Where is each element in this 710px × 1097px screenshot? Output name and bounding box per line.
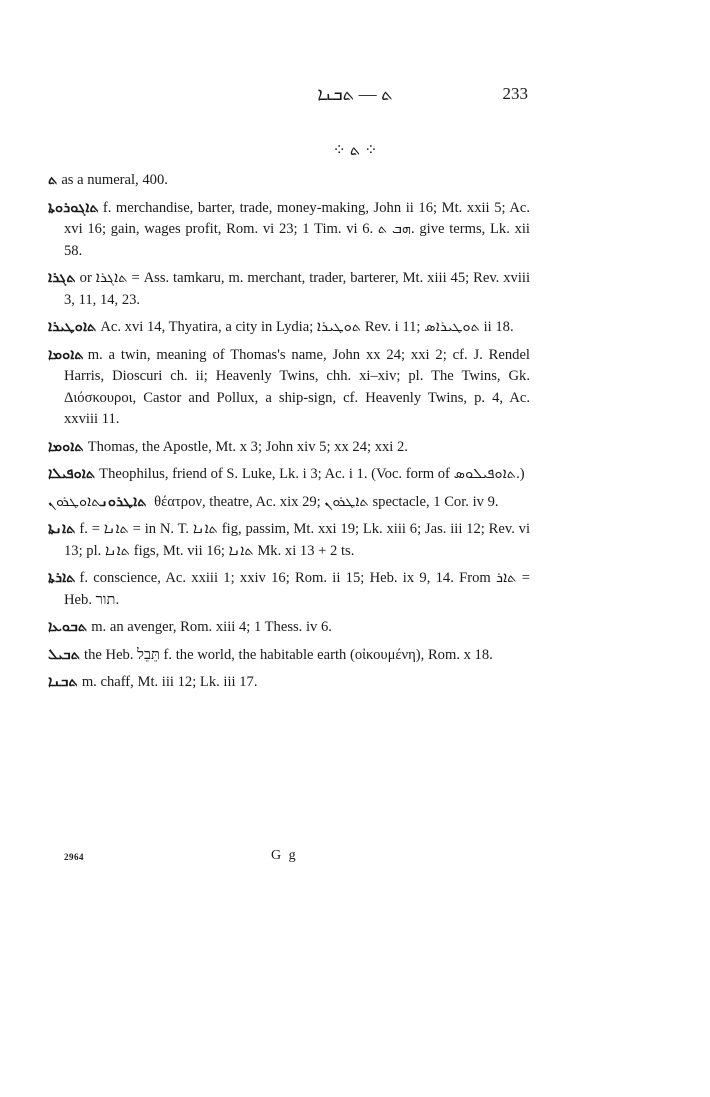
headword: ܬܐܘܛܝܪܐ: [48, 319, 97, 335]
definition: Theophilus, friend of S. Luke, Lk. i 3; Ac. i 1. (Voc. form of ܬܐܘܦܝܠܘܣ.): [99, 466, 525, 482]
definition: or ܬܐܓܪܐ = Ass. tamkaru, m. merchant, trader, barterer, Mt. xiii 45; Rev. xviii 3, 11, 14, 23.: [64, 270, 530, 308]
printer-signature: 2964: [64, 852, 84, 862]
definition: m. a twin, meaning of Thomas's name, John xx 24; xxi 2; cf. J. Rendel Harris, Dioscuri ch. ii; Heavenly Twins, chh. xi–xiv; pl. The Twins, Gk. Διόσκουροι, Castor and Pollux, a ship-sign, cf. Heavenly Twins, p. 4, Ac. xxviii 11.: [64, 346, 530, 427]
headword: ܬܓܪܐ: [48, 270, 76, 286]
entry: [48, 437, 530, 459]
definition: ܬܐܘܛܪܘܢ θέατρον, theatre, Ac. xix 29; ܬܐܛܪܘܢ spectacle, 1 Cor. iv 9.: [48, 493, 499, 510]
page-number: 233: [502, 84, 528, 103]
headword: ܬܐܢܬܐ: [48, 521, 76, 537]
headword: ܬܒܝܠ: [48, 646, 81, 663]
running-head: ܬ — ܬܒܢܐ: [317, 84, 393, 104]
headword: ܬܐܪܬܐ: [48, 570, 76, 586]
definition: Ac. xvi 14, Thyatira, a city in Lydia; ܬܘܛܝܪܐ Rev. i 11; ܬܘܛܝܪܐܣ ii 18.: [100, 319, 514, 335]
headword: ܬܐܓܘܪܘܬܐ: [48, 199, 99, 216]
headword: ܬܒܘܥܐ: [48, 619, 88, 635]
headword: ܬܐܛܪܘܢ: [100, 493, 147, 510]
entry: [48, 170, 530, 192]
entry: [48, 317, 530, 339]
headword: ܬ: [48, 172, 58, 188]
definition: m. an avenger, Rom. xiii 4; 1 Thess. iv 6.: [91, 619, 332, 635]
entry: [48, 519, 530, 562]
section-letter-heading: ⁘ ܬ ⁘: [332, 142, 378, 159]
entry-list: [48, 170, 530, 700]
entry: [48, 464, 530, 486]
entry: [48, 345, 530, 431]
definition: f. conscience, Ac. xxiii 1; xxiv 16; Rom. ii 15; Heb. ix 9, 14. From ܬܐܪ = Heb. תור.: [64, 570, 530, 608]
entry: [48, 198, 530, 263]
entry: [48, 568, 530, 611]
definition: f. merchandise, barter, trade, money-making, John ii 16; Mt. xxii 5; Ac. xvi 16; gain, wages profit, Rom. vi 23; 1 Tim. vi 6. ܗܒ ܬ. give terms, Lk. xii 58.: [64, 199, 530, 259]
headword: ܬܒܢܐ: [48, 674, 78, 690]
headword: ܬܐܘܡܐ: [48, 346, 84, 363]
definition: as a numeral, 400.: [61, 172, 168, 188]
headword: ܬܐܘܦܝܠܐ: [48, 466, 96, 482]
headword: ܬܐܘܡܐ: [48, 438, 84, 455]
definition: f. = ܬܐܢܐ = in N. T. ܬܐܢܐ fig, passim, Mt. xxi 19; Lk. xiii 6; Jas. iii 12; Rev. vi 13; pl. ܬܐܢܐ figs, Mt. vii 16; ܬܐܢܐ Mk. xi 13 + 2 ts.: [64, 521, 531, 559]
gathering-mark: G g: [271, 848, 298, 863]
entry: [48, 268, 530, 311]
definition: Thomas, the Apostle, Mt. x 3; John xiv 5; xx 24; xxi 2.: [87, 438, 408, 455]
definition: m. chaff, Mt. iii 12; Lk. iii 17.: [81, 674, 258, 690]
definition: the Heb. תֵּבֵל f. the world, the habitable earth (οἰκουμένη), Rom. x 18.: [84, 646, 493, 663]
entry: [48, 672, 530, 694]
entry: [48, 492, 530, 514]
entry: [48, 645, 530, 667]
entry: [48, 617, 530, 639]
